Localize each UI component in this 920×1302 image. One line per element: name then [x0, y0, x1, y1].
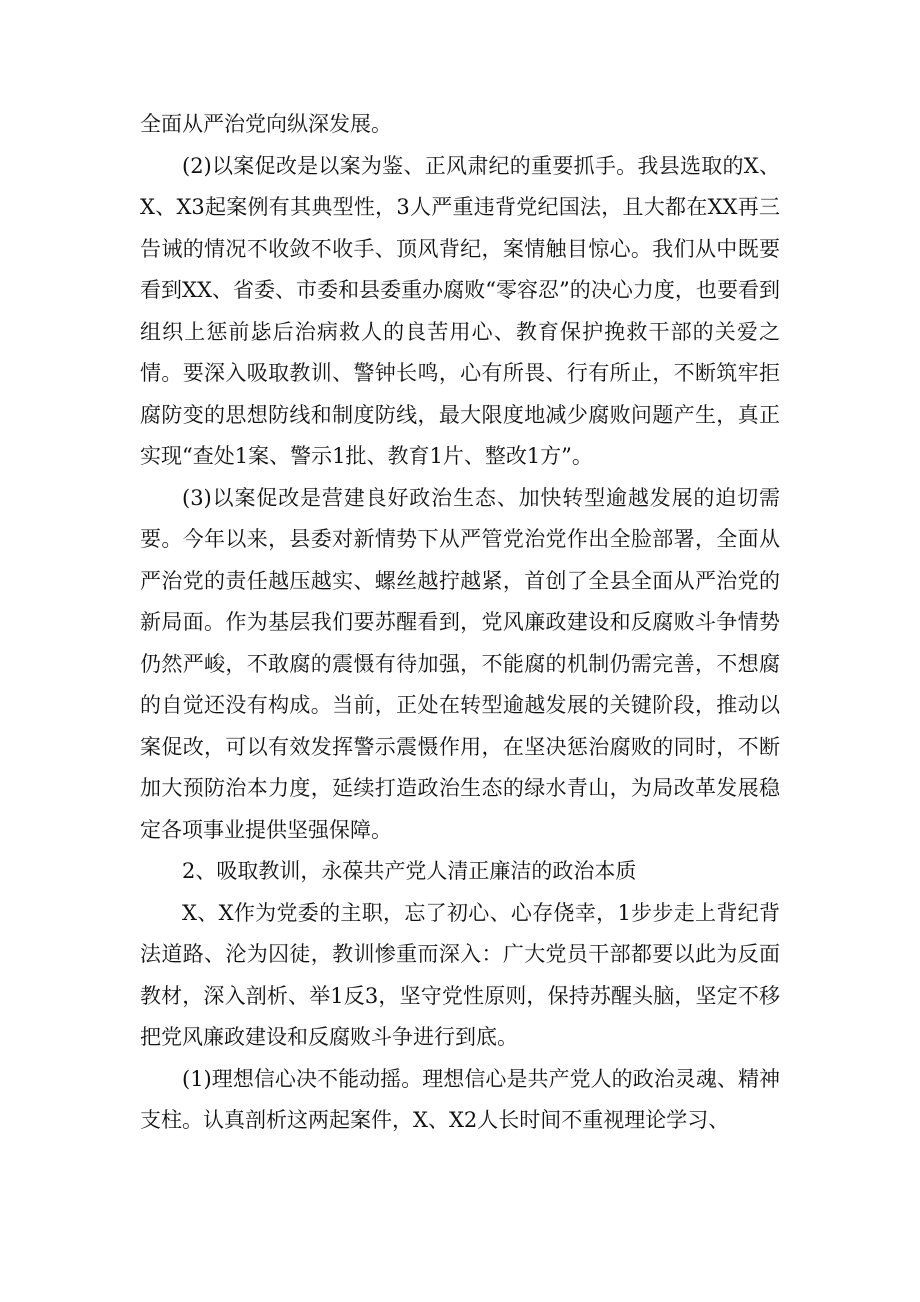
paragraph-lesson-intro: X、X作为党委的主职，忘了初心、心存侥幸，1步步走上背纪背法道路、沦为囚徒，教训惨重而深入：广大党员干部都要以此为反面教材，深入剖析、举1反3，坚守党性原则，保持苏醒头脑，坚定不移把党风廉政建设和反腐败斗争进行到底。 — [140, 900, 780, 1049]
paragraph-item-1: (1)理想信心决不能动摇。理想信心是共产党人的政治灵魂、精神支柱。认真剖析这两起案件，X、X2人长时间不重视理论学习、 — [140, 1066, 780, 1132]
paragraph-item-2: (2)以案促改是以案为鉴、正风肃纪的重要抓手。我县选取的X、X、X3起案例有其典型性，3人严重违背党纪国法，且大都在XX再三告诫的情况不收敛不收手、顶风背纪，案情触目惊心。我们从中既要看到XX、省委、市委和县委重办腐败“零容忍”的决心力度，也要看到组织上惩前毖后治病救人的良苦用心、教育保护挽救干部的关爱之情。要深入吸取教训、警钟长鸣，心有所畏、行有所止，不断筑牢拒腐防变的思想防线和制度防线，最大限度地减少腐败问题产生，真正实现“查处1案、警示1批、教育1片、整改1方”。 — [140, 153, 780, 468]
paragraph-continuation: 全面从严治党向纵深发展。 — [140, 112, 392, 136]
paragraph-item-3: (3)以案促改是营建良好政治生态、加快转型逾越发展的迫切需要。今年以来，县委对新情势下从严管党治党作出全脸部署，全面从严治党的责任越压越实、螺丝越拧越紧，首创了全县全面从严治党的新局面。作为基层我们要苏醒看到，党风廉政建设和反腐败斗争情势仍然严峻，不敢腐的震慑有待加强，不能腐的机制仍需完善，不想腐的自觉还没有构成。当前，正处在转型逾越发展的关键阶段，推动以案促改，可以有效发挥警示震慑作用，在坚决惩治腐败的同时，不断加大预防治本力度，延续打造政治生态的绿水青山，为局改革发展稳定各项事业提供坚强保障。 — [140, 485, 780, 842]
document-body — [140, 104, 780, 1142]
section-heading-2: 2、吸取教训，永葆共产党人清正廉洁的政治本质 — [182, 859, 637, 883]
